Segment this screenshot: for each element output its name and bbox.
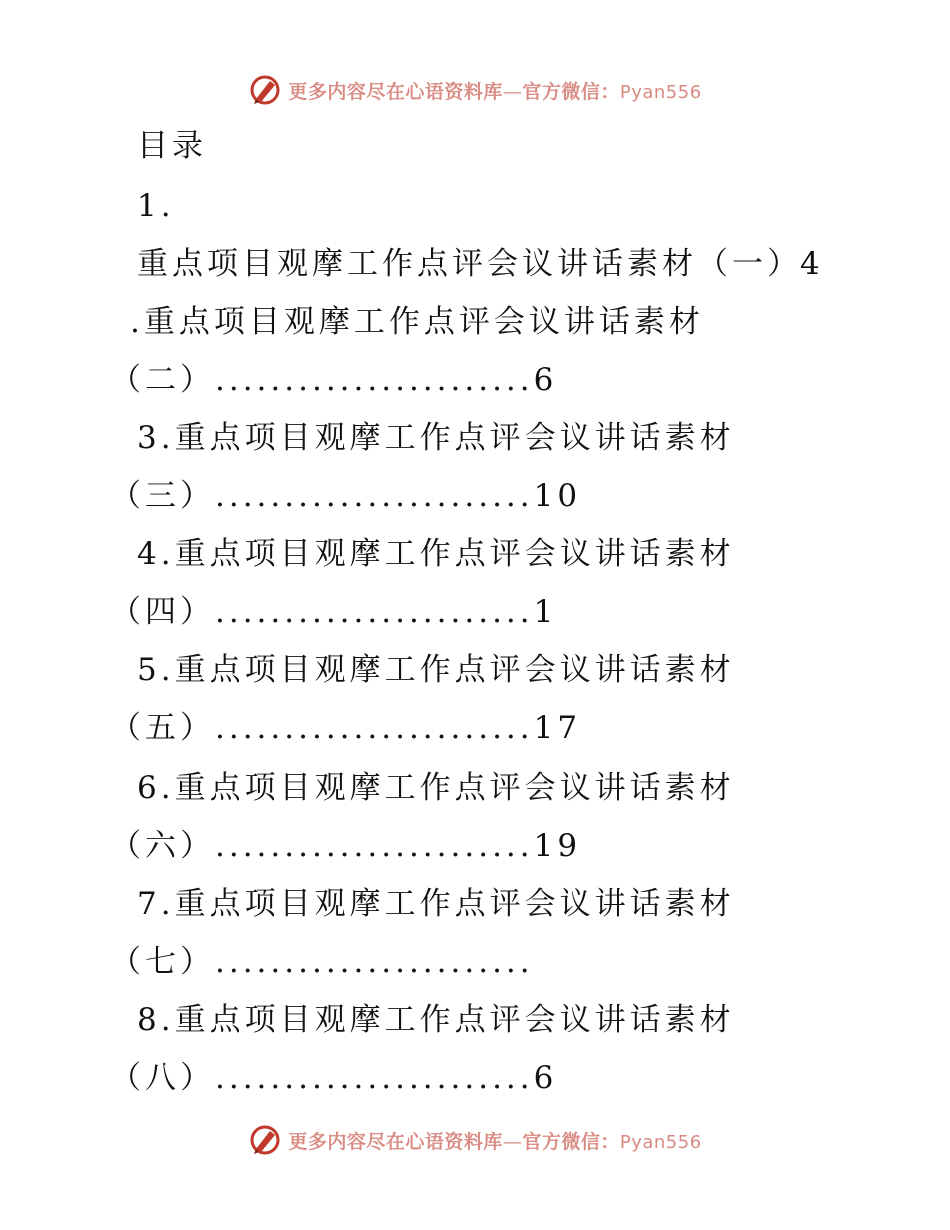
toc-line: 6.重点项目观摩工作点评会议讲话素材 <box>137 770 735 806</box>
toc-title: 目录 <box>137 128 207 164</box>
toc-line: （七）....................... <box>110 944 534 980</box>
toc-line: 7.重点项目观摩工作点评会议讲话素材 <box>137 886 735 922</box>
toc-line: .重点项目观摩工作点评会议讲话素材 <box>130 304 704 340</box>
toc-line: 4.重点项目观摩工作点评会议讲话素材 <box>137 536 735 572</box>
toc-line: （四）.......................1 <box>110 594 558 630</box>
toc-page-number: 4 <box>800 246 824 282</box>
toc-line: （八）.......................6 <box>110 1060 558 1096</box>
toc-line <box>137 244 802 284</box>
toc-line: 8.重点项目观摩工作点评会议讲话素材 <box>137 1002 735 1038</box>
toc-line: 1. <box>137 188 175 224</box>
toc-line: 3.重点项目观摩工作点评会议讲话素材 <box>137 420 735 456</box>
header-watermark <box>0 70 950 110</box>
toc-line: （六）.......................19 <box>110 828 582 864</box>
toc-entry-text: 重点项目观摩工作点评会议讲话素材（一） <box>137 246 802 282</box>
pen-logo-icon <box>248 1123 282 1157</box>
pen-logo-icon <box>248 73 282 107</box>
toc-line: （二）.......................6 <box>110 362 558 398</box>
footer-watermark <box>0 1120 950 1160</box>
watermark-text: 更多内容尽在心语资料库—官方微信：Pyan556 <box>288 1130 702 1153</box>
watermark-text: 更多内容尽在心语资料库—官方微信：Pyan556 <box>288 80 702 103</box>
toc-line: 5.重点项目观摩工作点评会议讲话素材 <box>137 652 735 688</box>
toc-line: （五）.......................17 <box>110 710 582 746</box>
toc-line: （三）.......................10 <box>110 478 582 514</box>
